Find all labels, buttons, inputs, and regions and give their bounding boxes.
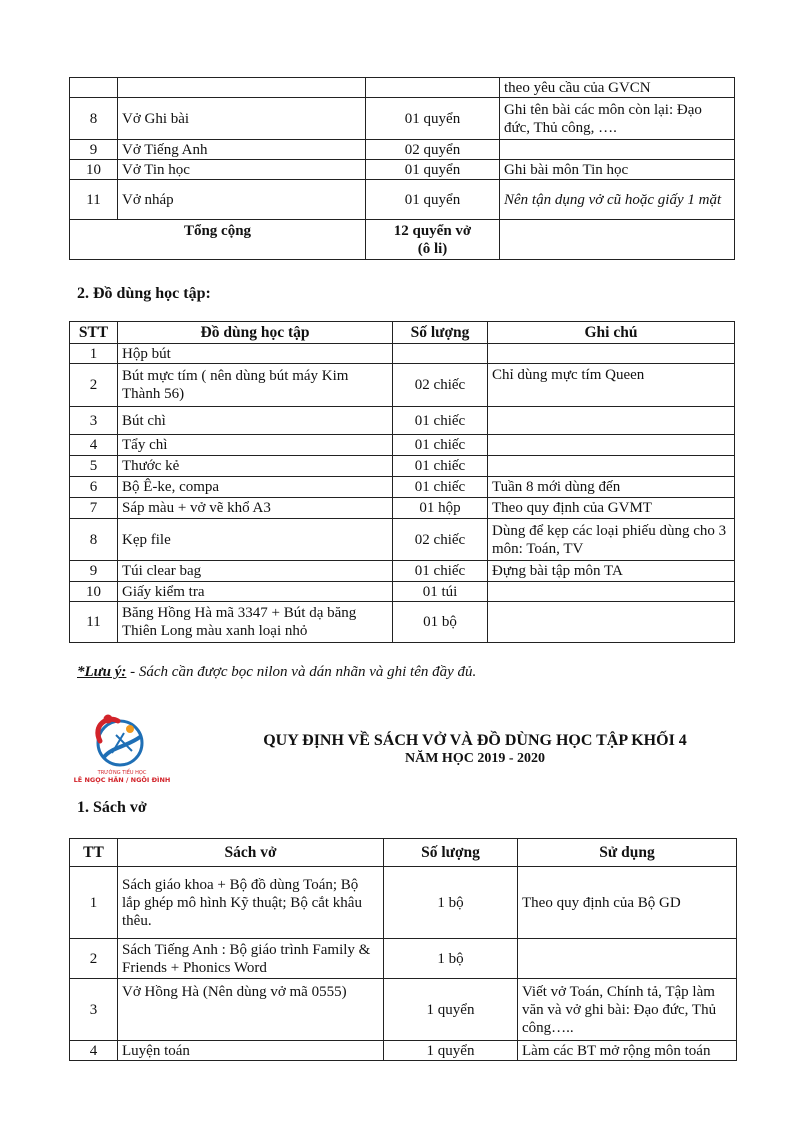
supplies-table [69, 321, 735, 643]
header-item: Sách vở [118, 839, 384, 867]
item-cell: Vở Ghi bài [118, 98, 366, 140]
stt-cell: 2 [70, 939, 118, 979]
note-cell [488, 456, 735, 477]
stt-cell: 9 [70, 561, 118, 582]
table-row [70, 561, 735, 582]
header-stt: TT [70, 839, 118, 867]
note-cell [500, 220, 735, 260]
stt-cell: 1 [70, 867, 118, 939]
header-item: Đồ dùng học tập [118, 322, 393, 344]
qty-cell: 01 chiếc [393, 477, 488, 498]
stt-cell: 3 [70, 407, 118, 435]
stt-cell [70, 78, 118, 98]
note-cell [488, 602, 735, 643]
table-row [70, 78, 735, 98]
qty-cell: 1 bộ [384, 867, 518, 939]
stt-cell: 8 [70, 519, 118, 561]
qty-cell: 01 hộp [393, 498, 488, 519]
note-cell: Chỉ dùng mực tím Queen [488, 364, 735, 407]
item-cell: Vở nháp [118, 180, 366, 220]
stt-cell: 9 [70, 140, 118, 160]
stt-cell: 4 [70, 435, 118, 456]
qty-cell: 01 chiếc [393, 561, 488, 582]
item-cell: Vở Tin học [118, 160, 366, 180]
item-cell: Tẩy chì [118, 435, 393, 456]
qty-cell: 1 bộ [384, 939, 518, 979]
item-cell: Luyện toán [118, 1041, 384, 1061]
table-row [70, 180, 735, 220]
header-qty: Số lượng [393, 322, 488, 344]
notebook-table-continued [69, 77, 735, 260]
school-logo [73, 707, 171, 787]
item-cell: Vở Tiếng Anh [118, 140, 366, 160]
item-cell: Kẹp file [118, 519, 393, 561]
svg-text:TRƯỜNG TIỂU HỌC: TRƯỜNG TIỂU HỌC [97, 770, 147, 776]
table-row [70, 1041, 737, 1061]
section-heading-books: 1. Sách vở [77, 799, 147, 816]
note-cell [518, 939, 737, 979]
item-cell: Giấy kiểm tra [118, 582, 393, 602]
table-row [70, 602, 735, 643]
qty-cell: 01 chiếc [393, 407, 488, 435]
item-cell: Sáp màu + vở vẽ khổ A3 [118, 498, 393, 519]
header-row [70, 322, 735, 344]
stt-cell: 4 [70, 1041, 118, 1061]
page-title: QUY ĐỊNH VỀ SÁCH VỞ VÀ ĐỒ DÙNG HỌC TẬP KHỐI 4 [263, 732, 687, 749]
note-label: *Lưu ý: [77, 664, 127, 680]
item-cell: Túi clear bag [118, 561, 393, 582]
table-row [70, 498, 735, 519]
total-qty [366, 220, 500, 260]
note-cell: Theo quy định của GVMT [488, 498, 735, 519]
qty-cell [366, 78, 500, 98]
note-cell: theo yêu cầu của GVCN [500, 78, 735, 98]
table-row [70, 160, 735, 180]
table-row [70, 867, 737, 939]
item-cell: Bút mực tím ( nên dùng bút máy Kim Thành 56) [118, 364, 393, 407]
note-cell [500, 140, 735, 160]
item-cell: Thước kẻ [118, 456, 393, 477]
qty-cell: 02 chiếc [393, 364, 488, 407]
stt-cell: 2 [70, 364, 118, 407]
section-heading-supplies: 2. Đồ dùng học tập: [77, 285, 211, 302]
note-cell: Làm các BT mở rộng môn toán [518, 1041, 737, 1061]
qty-cell: 1 quyển [384, 1041, 518, 1061]
note-cell: Tuần 8 mới dùng đến [488, 477, 735, 498]
note-cell: Đựng bài tập môn TA [488, 561, 735, 582]
qty-cell: 01 bộ [393, 602, 488, 643]
qty-cell: 01 chiếc [393, 456, 488, 477]
books-table [69, 838, 737, 1061]
qty-cell: 1 quyển [384, 979, 518, 1041]
table-row [70, 140, 735, 160]
stt-cell: 5 [70, 456, 118, 477]
header-row [70, 839, 737, 867]
stt-cell: 1 [70, 344, 118, 364]
header-stt: STT [70, 322, 118, 344]
note-cell: Ghi tên bài các môn còn lại: Đạo đức, Thủ công, …. [500, 98, 735, 140]
stt-cell: 6 [70, 477, 118, 498]
stt-cell: 11 [70, 602, 118, 643]
qty-cell: 01 quyển [366, 98, 500, 140]
table-row [70, 364, 735, 407]
item-cell: Băng Hồng Hà mã 3347 + Bút dạ băng Thiên Long màu xanh loại nhỏ [118, 602, 393, 643]
table-row [70, 979, 737, 1041]
table-row [70, 435, 735, 456]
table-row [70, 582, 735, 602]
total-qty-line1: 12 quyển vở [393, 222, 472, 239]
total-row [70, 220, 735, 260]
table-row [70, 407, 735, 435]
table-row [70, 344, 735, 364]
note-cell: Ghi bài môn Tin học [500, 160, 735, 180]
header-note: Ghi chú [488, 322, 735, 344]
total-qty-line2: (ô li) [417, 240, 448, 257]
note-cell [488, 435, 735, 456]
table-row [70, 519, 735, 561]
qty-cell: 02 quyển [366, 140, 500, 160]
table-row [70, 456, 735, 477]
qty-cell: 01 chiếc [393, 435, 488, 456]
qty-cell [393, 344, 488, 364]
qty-cell: 01 quyển [366, 160, 500, 180]
item-cell: Vở Hồng Hà (Nên dùng vở mã 0555) [118, 979, 384, 1041]
note-text: - Sách cần được bọc nilon và dán nhãn và ghi tên đầy đủ. [126, 664, 477, 680]
note-cell [488, 344, 735, 364]
stt-cell: 10 [70, 160, 118, 180]
table-row [70, 98, 735, 140]
stt-cell: 8 [70, 98, 118, 140]
qty-cell: 01 quyển [366, 180, 500, 220]
item-cell: Bộ Ê-ke, compa [118, 477, 393, 498]
header-qty: Số lượng [384, 839, 518, 867]
header-note: Sử dụng [518, 839, 737, 867]
note-cell [488, 407, 735, 435]
note-cell: Viết vở Toán, Chính tả, Tập làm văn và vở ghi bài: Đạo đức, Thủ công….. [518, 979, 737, 1041]
total-label: Tổng cộng [70, 220, 366, 260]
stt-cell: 7 [70, 498, 118, 519]
qty-cell: 02 chiếc [393, 519, 488, 561]
item-cell [118, 78, 366, 98]
note-cell: Dùng để kẹp các loại phiếu dùng cho 3 môn: Toán, TV [488, 519, 735, 561]
item-cell: Sách giáo khoa + Bộ đồ dùng Toán; Bộ lắp ghép mô hình Kỹ thuật; Bộ cắt khâu thêu. [118, 867, 384, 939]
note-line [77, 664, 476, 681]
note-cell: Nên tận dụng vở cũ hoặc giấy 1 mặt [500, 180, 735, 220]
page-subtitle: NĂM HỌC 2019 - 2020 [405, 751, 545, 766]
table-row [70, 939, 737, 979]
svg-text:LÊ NGỌC HÂN / NGÔI ĐÌNH: LÊ NGỌC HÂN / NGÔI ĐÌNH [73, 776, 171, 784]
stt-cell: 3 [70, 979, 118, 1041]
stt-cell: 10 [70, 582, 118, 602]
note-cell [488, 582, 735, 602]
logo-icon [73, 707, 171, 787]
note-cell: Theo quy định của Bộ GD [518, 867, 737, 939]
table-row [70, 477, 735, 498]
item-cell: Bút chì [118, 407, 393, 435]
item-cell: Hộp bút [118, 344, 393, 364]
item-cell: Sách Tiếng Anh : Bộ giáo trình Family & Friends + Phonics Word [118, 939, 384, 979]
qty-cell: 01 túi [393, 582, 488, 602]
stt-cell: 11 [70, 180, 118, 220]
